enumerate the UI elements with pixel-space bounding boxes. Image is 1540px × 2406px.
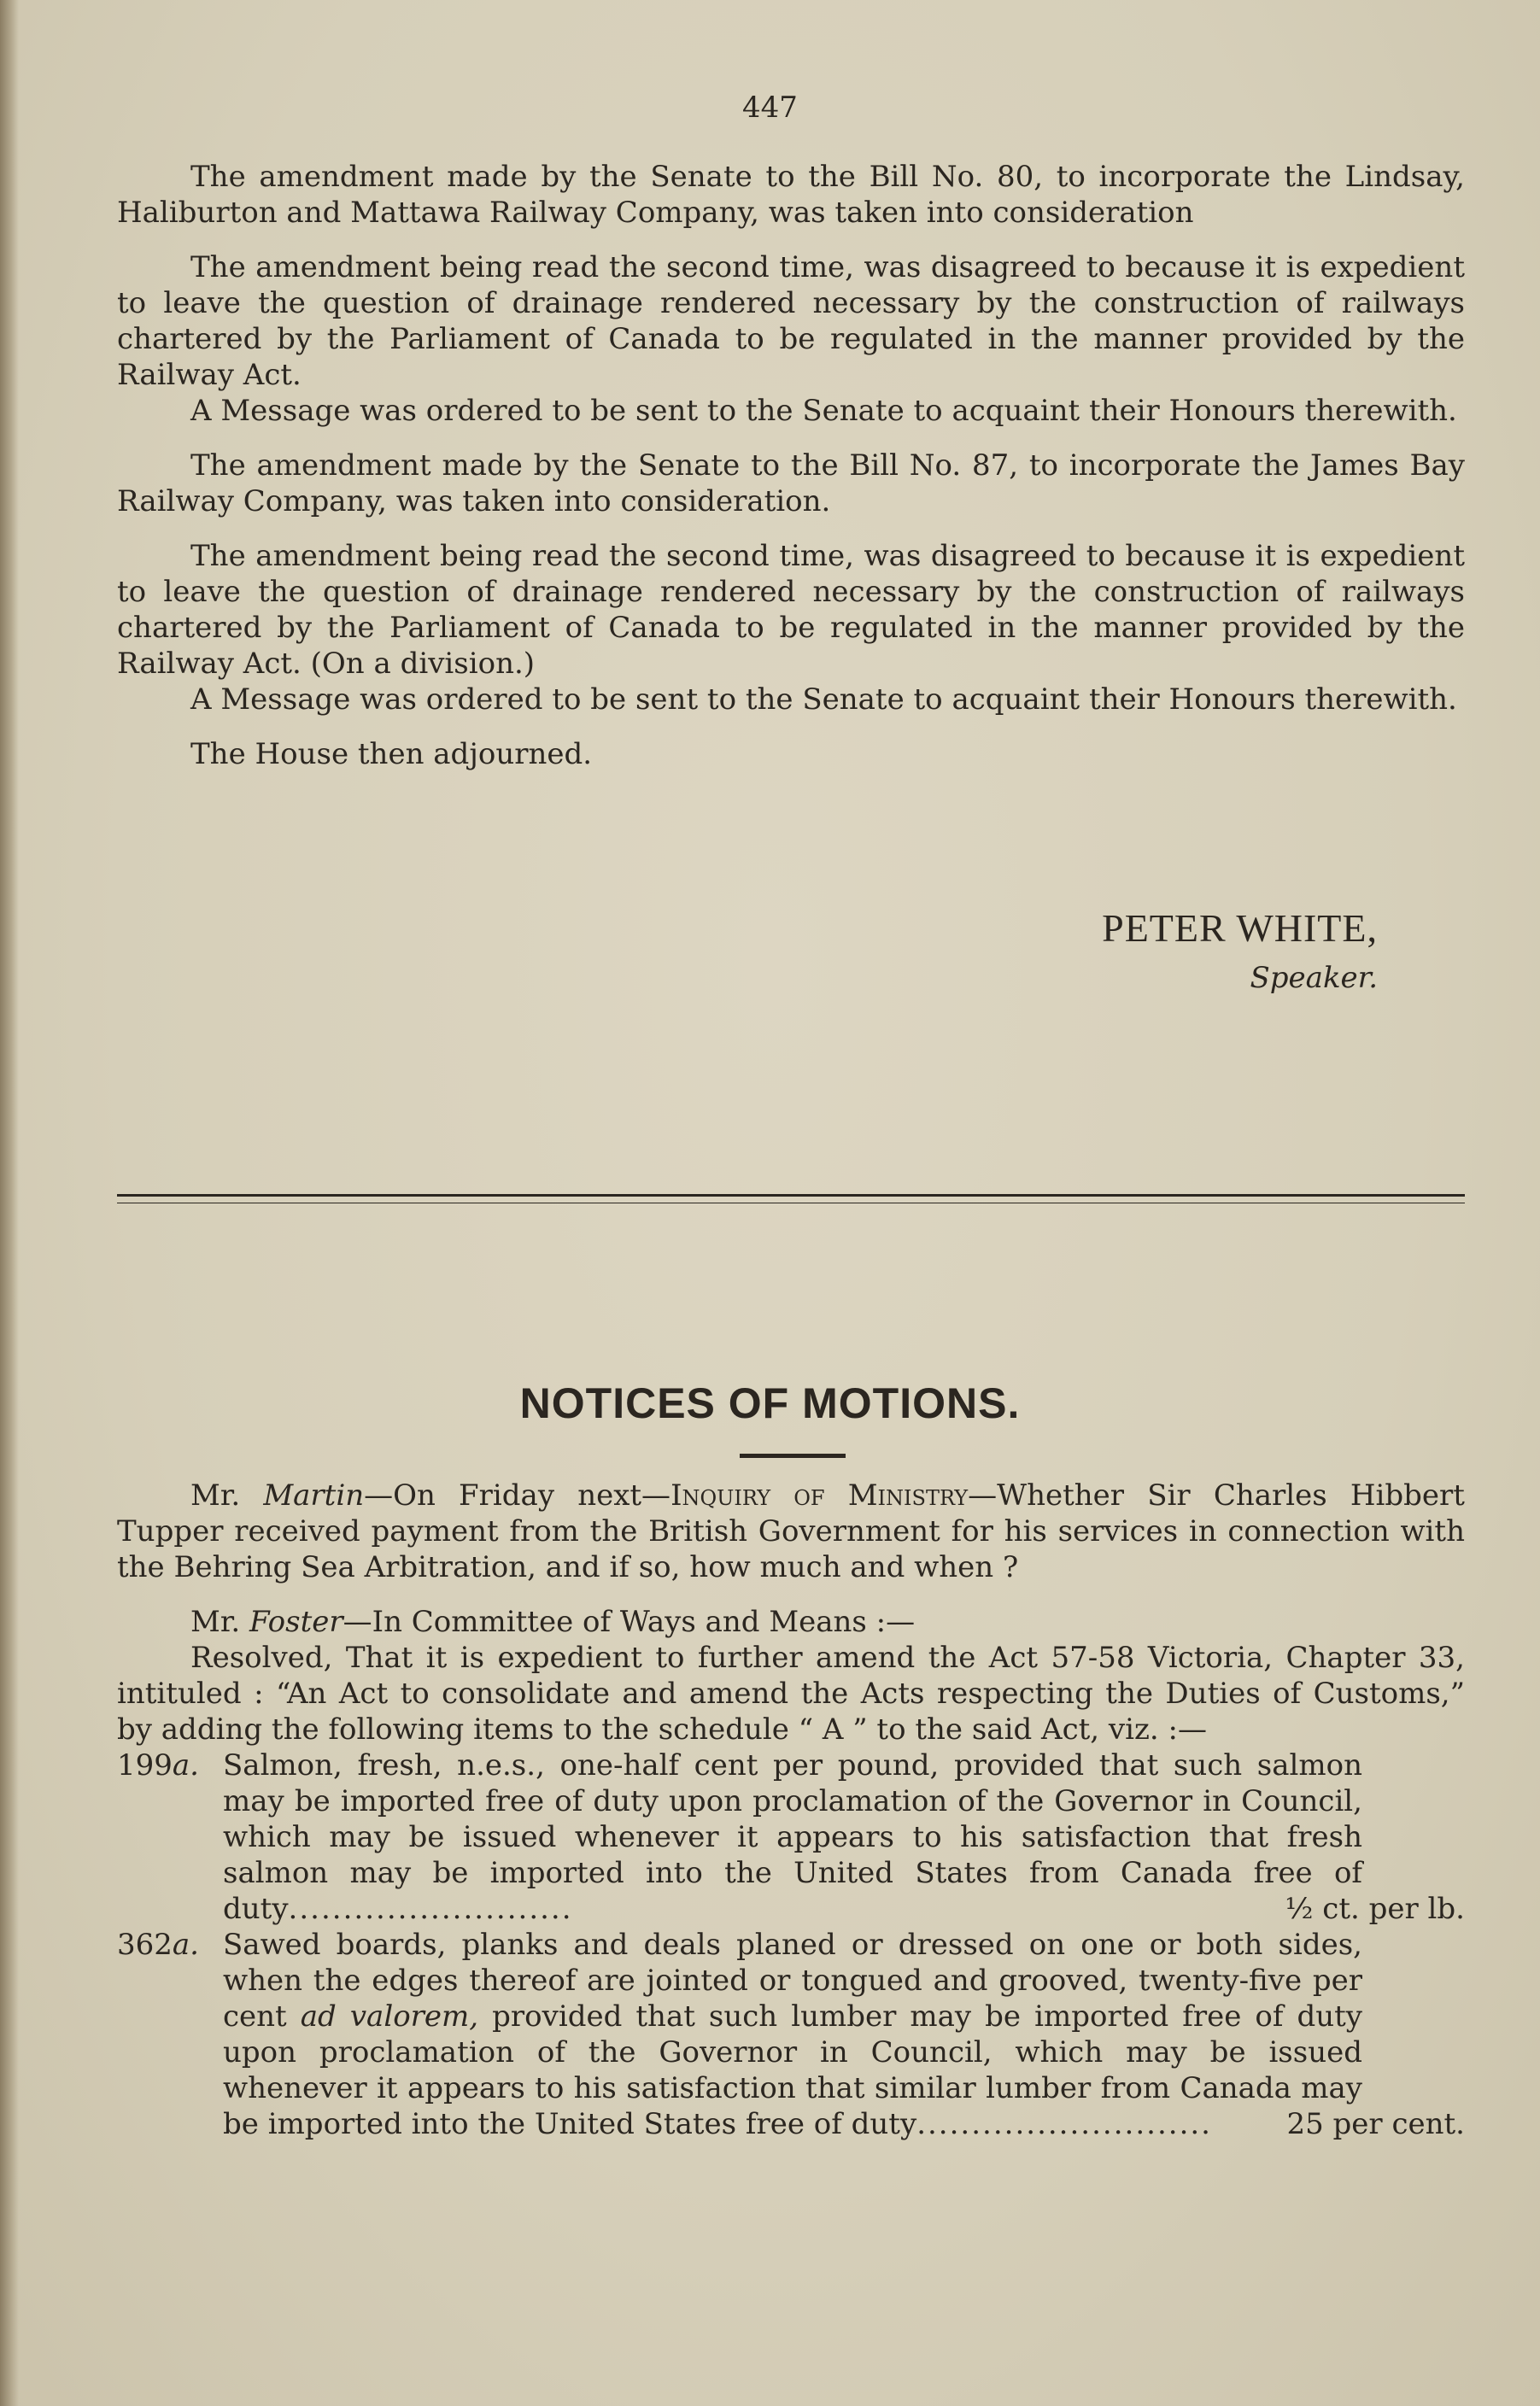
tariff-item [117,1927,1465,2142]
item-number-suffix: a. [172,1928,199,1962]
proceeding-paragraph: The amendment being read the second time, was disagreed to because it is expedient to leave the question of drainage rendered necessary by the construction of railways chartered by the Parliament of Canada to be regulated in the manner provided by the Railway Act. [117,250,1465,392]
section-divider-thick [117,1194,1465,1197]
leader-dots: ........................... [916,2107,1212,2141]
adjournment-paragraph: The House then adjourned. [190,737,593,771]
item-number-digits: 199 [117,1748,173,1783]
item-number [117,1927,199,1963]
speaker-name: PETER WHITE, [1102,906,1378,950]
binding-edge [0,0,19,2406]
speaker-title: Speaker. [1250,961,1378,995]
proceeding-paragraph: A Message was ordered to be sent to the Senate to acquaint their Honours therewith. [190,682,1457,717]
item-description-end: provided that such lumber may be imported free of duty upon proclamation of the Governor in Council, which may be issued whenever it appears to his satisfaction that similar lumber from Canada may be imported into the United States free of duty [223,1999,1363,2141]
motion-martin [117,1478,1465,1585]
motion-text: —Whether Sir Charles Hibbert Tupper received payment from the British Government for his services in connection with the Behring Sea Arbitration, and if so, how much and when ? [117,1478,1465,1584]
proceeding-paragraph: The amendment being read the second time, was disagreed to because it is expedient to leave the question of drainage rendered necessary by the construction of railways chartered by the Parliament of Canada to be regulated in the manner provided by the Railway Act. (On a division.) [117,539,1465,681]
motion-subject: Inquiry of Ministry [670,1478,969,1513]
motion-foster [117,1604,1465,1640]
leader-dots: .......................... [288,1892,573,1926]
notices-heading: NOTICES OF MOTIONS. [519,1379,1021,1427]
item-rate: ½ ct. per lb. [1285,1892,1465,1926]
resolution-text: Resolved, That it is expedient to further amend the Act 57-58 Victoria, Chapter 33, intituled : “An Act to consolidate and amend the Acts respecting the Duties of Customs,” by adding the following items to the schedule “ A ” to the said Act, viz. :— [117,1641,1465,1747]
member-title: Mr. [190,1478,241,1513]
tariff-item [117,1747,1465,1927]
heading-underline [740,1454,846,1458]
item-number-digits: 362 [117,1928,173,1962]
item-rate: 25 per cent. [1286,2107,1465,2141]
member-title: Mr. [190,1605,241,1639]
motion-intro: —In Committee of Ways and Means :— [343,1605,916,1639]
item-description-start: Sawed boards, planks and deals planed or dressed on one or both sides, when the edges thereof are jointed or tongued and grooved, twenty-five per cent [223,1928,1362,2034]
item-description: Salmon, fresh, n.e.s., one-half cent per pound, provided that such salmon may be imported free of duty upon proclamation of the Governor in Council, which may be issued whenever it appears to his satisfaction that fresh salmon may be imported into the United States from Canada free of duty [223,1748,1362,1926]
proceeding-paragraph: The amendment made by the Senate to the Bill No. 87, to incorporate the James Bay Railway Company, was taken into consideration. [117,448,1465,518]
motion-timing: —On Friday next— [364,1478,671,1513]
speaker-signature [1102,905,1378,995]
page-number: 447 [742,91,798,125]
notices-section [117,1478,1465,2142]
item-number [117,1747,199,1783]
proceeding-paragraph: The amendment made by the Senate to the Bill No. 80, to incorporate the Lindsay, Haliburton and Mattawa Railway Company, was taken into consideration [117,160,1465,230]
item-number-suffix: a. [172,1748,199,1783]
proceedings-section [117,159,1465,772]
item-description-italic: ad valorem, [300,1999,479,2034]
member-name: Martin [263,1478,365,1513]
proceeding-paragraph: A Message was ordered to be sent to the Senate to acquaint their Honours therewith. [190,394,1457,428]
member-name: Foster [249,1605,343,1639]
